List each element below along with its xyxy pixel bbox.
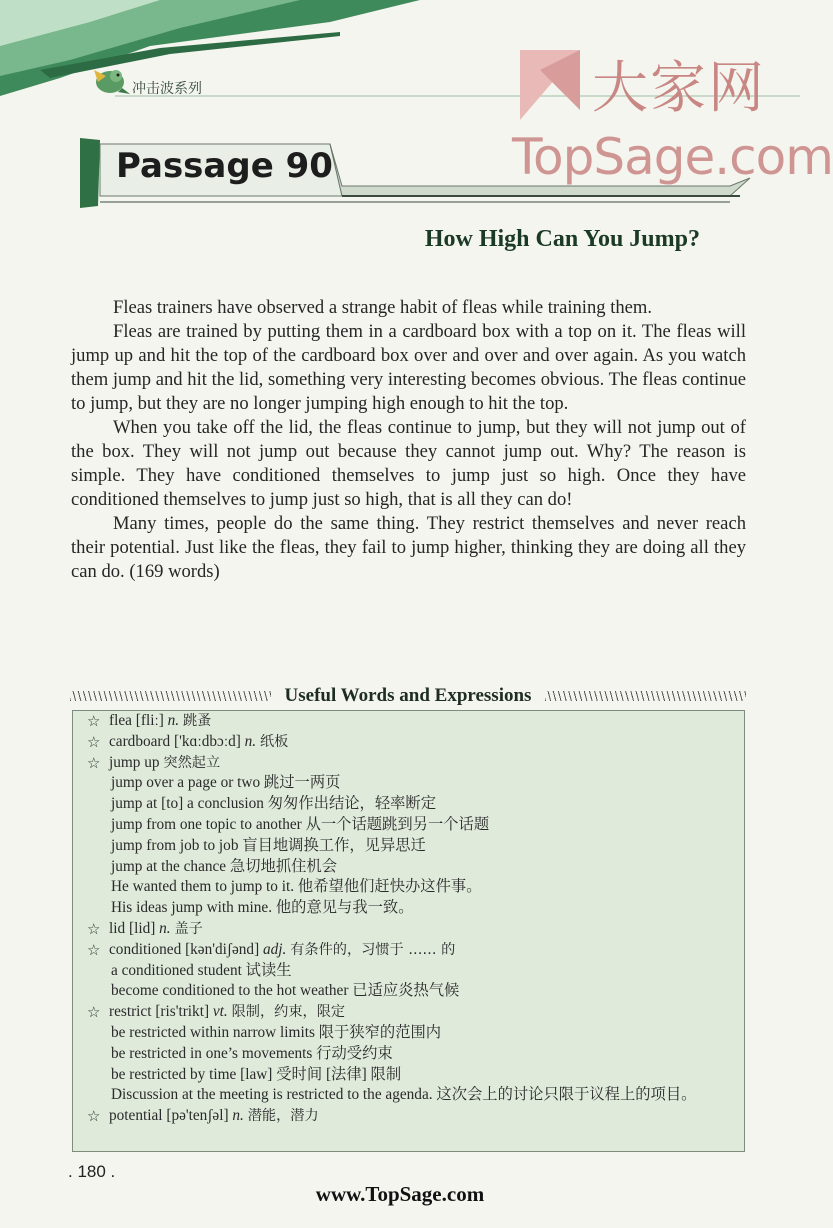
vocab-line: cardboard ['kɑːdbɔːd] n. 纸板 [109,732,289,750]
example-line: be restricted within narrow limits 限于狭窄的范围内 [111,1023,442,1041]
vocab-entry [87,1002,732,1023]
topsage-logo-icon [500,40,590,130]
example-line: He wanted them to jump to it. 他希望他们赶快办这件事。 [111,878,482,896]
paragraph: Many times, people do the same thing. They restrict themselves and never reach their potential. Just like the fleas, they fail to jump higher, thinking they are doing all they can do. (169 words) [71,513,746,582]
paragraph: Fleas trainers have observed a strange habit of fleas while training them. [113,297,653,318]
star-icon: ☆ [87,1003,101,1022]
page-number: . 180 . [68,1162,116,1181]
star-icon: ☆ [87,919,101,938]
vocab-line: lid [lid] n. 盖子 [109,919,203,937]
example-line: jump from one topic to another 从一个话题跳到另一个话题 [111,815,490,833]
example-line: become conditioned to the hot weather 已适应炎热气候 [111,982,460,1000]
passage-label: Passage 90 [116,146,333,186]
example-line: jump at [to] a conclusion 匆匆作出结论，轻率断定 [111,795,437,813]
vocab-line: potential [pə'tenʃəl] n. 潜能，潜力 [109,1107,319,1125]
useful-words-title: Useful Words and Expressions [284,685,532,706]
watermark-chinese: 大家网 [592,56,766,121]
star-icon: ☆ [87,732,101,751]
watermark-english: TopSage.com [512,128,833,186]
star-icon: ☆ [87,1107,101,1126]
vocab-entry [87,919,732,940]
star-icon: ☆ [87,712,101,730]
vocab-line: jump up 突然起立 [109,753,221,771]
series-label: 冲击波系列 [132,81,202,97]
vocab-entry [87,732,732,753]
vocab-line: flea [fliː] n. 跳蚤 [109,712,212,729]
footer-url: www.TopSage.com [315,1182,485,1206]
example-line: His ideas jump with mine. 他的意见与我一致。 [111,899,414,917]
hatch-divider [70,691,271,701]
paragraph: When you take off the lid, the fleas continue to jump, but they will not jump out of the box. They will not jump out because they cannot jump out. Why? The reason is simple. They have conditioned themselves to jump just so high. Once they have conditioned themselves to jump just so high, that is all they can do! [71,417,746,510]
paragraph: Fleas are trained by putting them in a cardboard box with a top on it. The fleas will jump up and hit the top of the cardboard box over and over and over again. As you watch them jump and hit the lid, something very interesting becomes obvious. The fleas continue to jump, but they are no longer jumping high enough to hit the top. [71,321,746,414]
star-icon: ☆ [87,940,101,959]
example-line: be restricted in one’s movements 行动受约束 [111,1044,393,1062]
useful-words-heading [70,684,746,708]
example-line: jump over a page or two 跳过一两页 [111,774,341,792]
vocab-entry [87,711,732,732]
vocab-line: conditioned [kən'diʃənd] adj. 有条件的，习惯于 …… 的 [109,940,456,958]
example-line: a conditioned student 试读生 [111,961,292,979]
example-line: Discussion at the meeting is restricted to the agenda. 这次会上的讨论只限于议程上的项目。 [111,1086,697,1104]
example-line: be restricted by time [law] 受时间 [法律] 限制 [111,1065,402,1083]
vocab-line: restrict [ris'trikt] vt. 限制，约束，限定 [109,1003,346,1021]
mascot-icon [88,60,132,100]
article-title: How High Can You Jump? [424,226,700,252]
vocab-entry [87,1106,732,1127]
example-line: jump from job to job 盲目地调换工作，见异思迁 [111,836,426,854]
vocabulary-box [72,710,745,1152]
hatch-divider [545,691,746,701]
vocab-entry [87,940,732,961]
example-line: jump at the chance 急切地抓住机会 [111,857,338,875]
article-body [71,296,746,584]
star-icon: ☆ [87,753,101,772]
vocab-entry [87,753,732,774]
